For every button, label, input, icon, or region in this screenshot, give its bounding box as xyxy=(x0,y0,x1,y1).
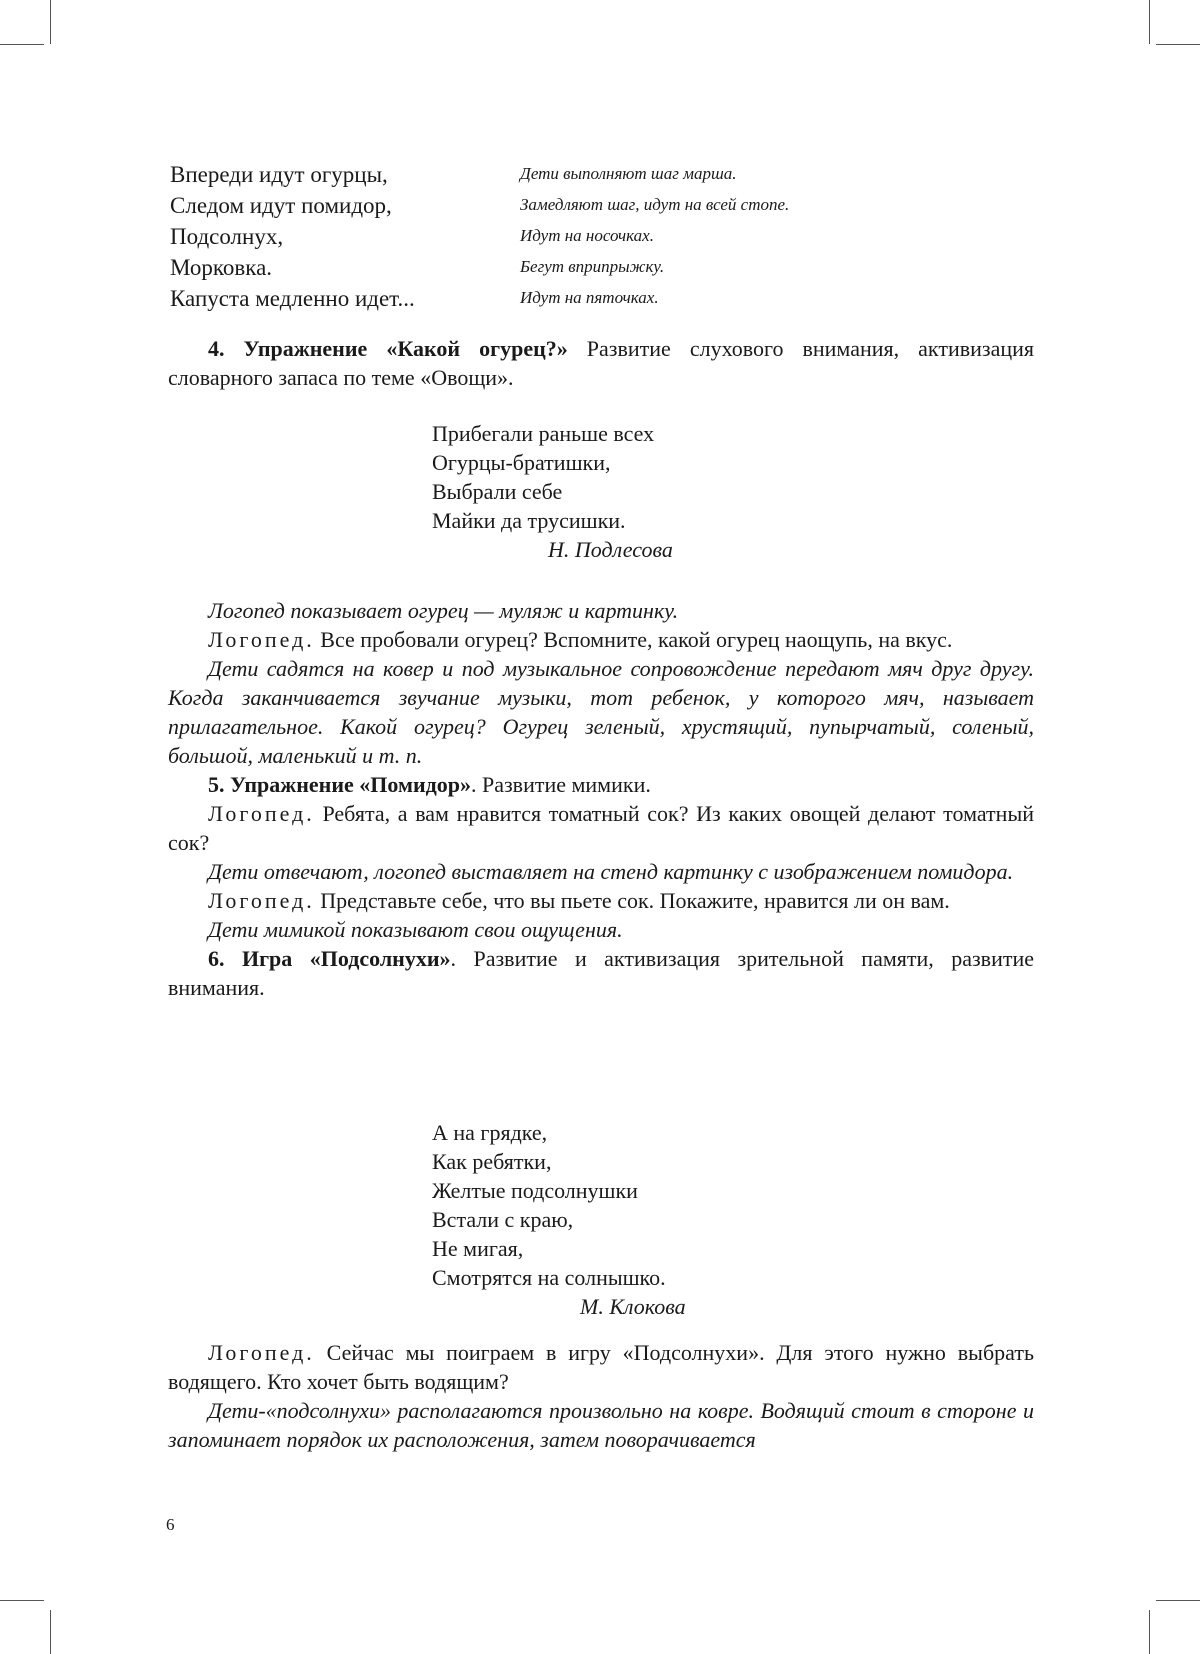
speech-text: Ребята, а вам нравится томатный сок? Из каких овощей делают томатный сок? xyxy=(168,801,1034,855)
poem-line: Как ребятки, xyxy=(432,1149,552,1174)
march-action: Дети выполняют шаг марша. xyxy=(520,164,737,183)
march-action: Замедляют шаг, идут на всей стопе. xyxy=(520,195,790,214)
crop-mark xyxy=(50,0,51,44)
march-line: Подсолнух, xyxy=(170,224,284,249)
march-line: Впереди идут огурцы, xyxy=(170,162,388,187)
stage-note: Дети-«подсолнухи» располагаются произвольно на ковре. Водящий стоит в стороне и запоминает порядок их расположения, затем поворачивается xyxy=(168,1398,1034,1452)
poem-line: Выбрали себе xyxy=(432,479,563,504)
poem-line: Не мигая, xyxy=(432,1236,524,1261)
crop-mark xyxy=(50,1610,51,1654)
stage-note: Дети мимикой показывают свои ощущения. xyxy=(208,917,623,942)
poem-line: Майки да трусишки. xyxy=(432,508,626,533)
poem-line: А на грядке, xyxy=(432,1120,548,1145)
speaker-label: Логопед. xyxy=(208,1340,315,1365)
exercise-4-heading: 4. Упражнение «Какой огурец?» xyxy=(208,336,568,361)
march-line: Капуста медленно идет... xyxy=(170,286,415,311)
exercise-6-body xyxy=(168,1338,1034,1454)
speech-text: Все пробовали огурец? Вспомните, какой огурец наощупь, на вкус. xyxy=(314,627,953,652)
poem-line: Прибегали раньше всех xyxy=(432,421,655,446)
poem-line: Огурцы-братишки, xyxy=(432,450,611,475)
stage-note: Логопед показывает огурец — муляж и картинку. xyxy=(208,598,679,623)
exercise-4-body xyxy=(168,596,1034,1002)
stage-note: Дети садятся на ковер и под музыкальное сопровождение передают мяч друг другу. Когда заканчивается звучание музыки, тот ребенок, у которого мяч, называет прилагательное. Какой огурец? Огурец зеленый, хрустящий, пупырчатый, соленый, большой, маленький и т. п. xyxy=(168,656,1034,768)
poem-author: М. Клокова xyxy=(580,1294,686,1319)
exercise-4-text: Развитие слухового внимания, активизация словарного запаса по теме «Овощи». xyxy=(168,336,1035,390)
crop-mark xyxy=(0,1600,44,1601)
speech-paragraph xyxy=(168,625,1034,654)
speaker-label: Логопед. xyxy=(208,627,315,652)
crop-mark xyxy=(0,44,44,45)
march-action: Идут на носочках. xyxy=(520,226,654,245)
speaker-label: Логопед. xyxy=(208,888,315,913)
speech-paragraph xyxy=(168,799,1034,857)
exercise-4-section xyxy=(168,334,1034,392)
exercise-6-paragraph xyxy=(168,944,1034,1002)
march-line: Следом идут помидор, xyxy=(170,193,392,218)
poem-author: Н. Подлесова xyxy=(548,537,673,562)
march-action: Бегут вприпрыжку. xyxy=(520,257,665,276)
crop-mark xyxy=(1156,1600,1200,1601)
march-action: Идут на пяточках. xyxy=(520,288,659,307)
poem-1 xyxy=(432,419,673,564)
exercise-5-heading: 5. Упражнение «Помидор» xyxy=(208,772,471,797)
speech-text: Сейчас мы поиграем в игру «Подсолнухи». Для этого нужно выбрать водящего. Кто хочет быть водящим? xyxy=(168,1340,1034,1394)
march-line: Морковка. xyxy=(170,255,273,280)
speaker-label: Логопед. xyxy=(208,801,315,826)
poem-line: Встали с краю, xyxy=(432,1207,574,1232)
exercise-6-heading: 6. Игра «Подсолнухи» xyxy=(208,946,451,971)
stage-note: Дети отвечают, логопед выставляет на стенд картинку с изображением помидора. xyxy=(208,859,1014,884)
crop-mark xyxy=(1149,0,1150,44)
crop-mark xyxy=(1156,44,1200,45)
speech-paragraph xyxy=(168,886,1034,915)
poem-line: Смотрятся на солнышко. xyxy=(432,1265,666,1290)
speech-paragraph xyxy=(168,1338,1034,1396)
page-number: 6 xyxy=(166,1515,175,1534)
speech-text: Представьте себе, что вы пьете сок. Покажите, нравится ли он вам. xyxy=(314,888,950,913)
exercise-5-text: . Развитие мимики. xyxy=(470,772,651,797)
crop-mark xyxy=(1149,1610,1150,1654)
exercise-4-paragraph xyxy=(168,334,1034,392)
poem-2 xyxy=(432,1118,686,1321)
poem-line: Желтые подсолнушки xyxy=(432,1178,638,1203)
exercise-6-text: . Развитие и активизация зрительной памяти, развитие внимания. xyxy=(168,946,1034,1000)
exercise-5-paragraph xyxy=(168,770,1034,799)
